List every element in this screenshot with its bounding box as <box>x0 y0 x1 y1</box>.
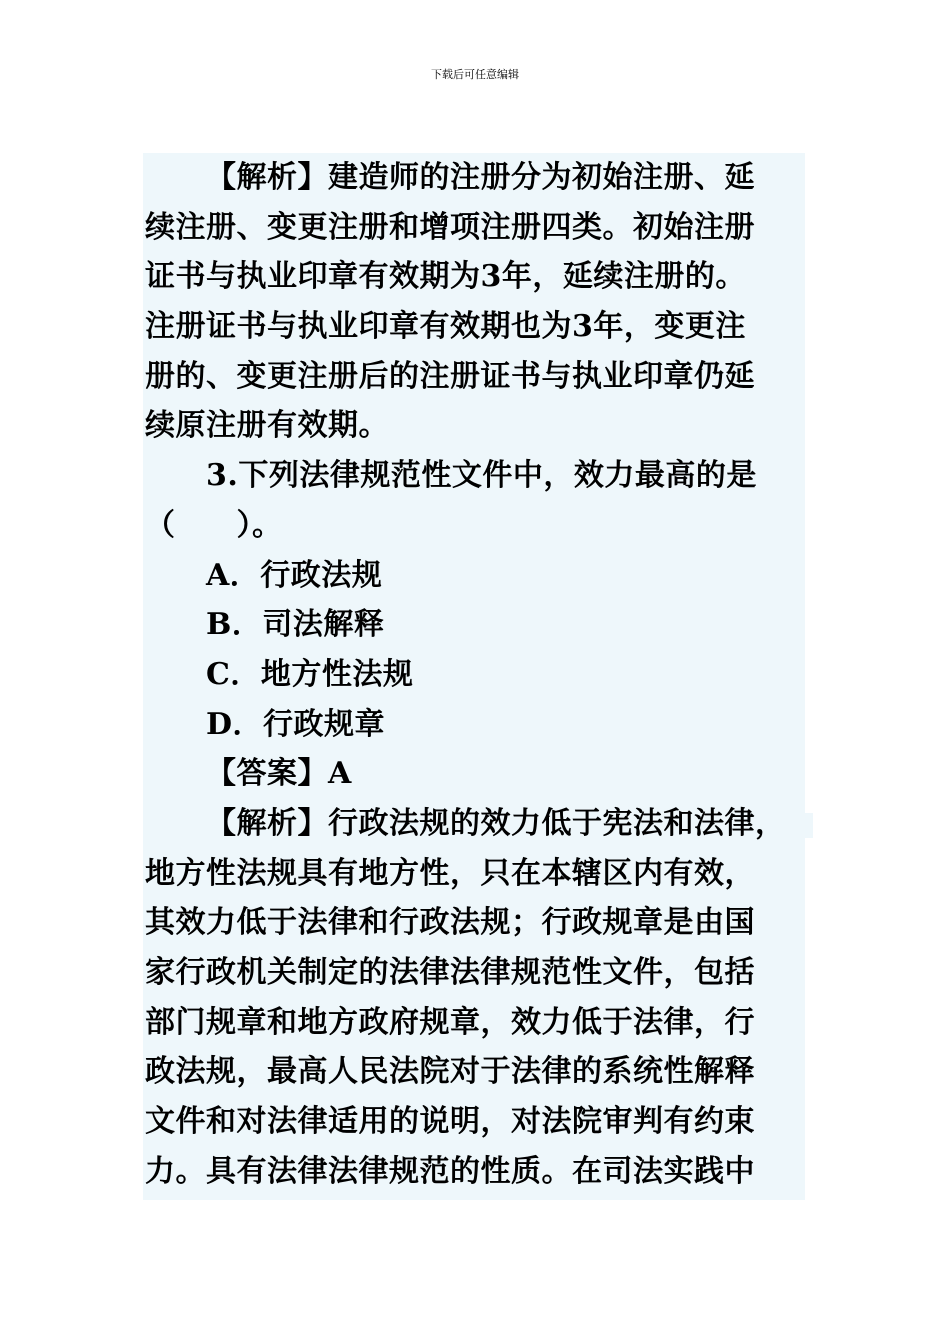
text-line: 部门规章和地方政府规章，效力低于法律，行 <box>145 1004 755 1040</box>
text-line: 【解析】建造师的注册分为初始注册、延 <box>206 160 755 195</box>
question-blank: （ ）。 <box>145 507 283 543</box>
text-line: 政法规，最高人民法院对于法律的系统性解释 <box>145 1054 755 1090</box>
option-d: D．行政规章 <box>206 706 386 742</box>
text-line: 续注册、变更注册和增项注册四类。初始注册 <box>145 209 755 245</box>
question-line: 3.下列法律规范性文件中，效力最高的是 <box>206 458 757 494</box>
text-line: 其效力低于法律和行政法规；行政规章是由国 <box>145 905 755 941</box>
option-a: A．行政法规 <box>206 557 383 593</box>
option-b: B．司法解释 <box>206 607 385 643</box>
document-body <box>145 153 825 1196</box>
text-line: 注册证书与执业印章有效期也为3年，变更注 <box>145 309 746 345</box>
text-line: 文件和对法律适用的说明，对法院审判有约束 <box>145 1104 755 1140</box>
text-line: 地方性法规具有地方性，只在本辖区内有效， <box>145 855 755 891</box>
page-header: 下载后可任意编辑 <box>431 68 519 81</box>
answer-line: 【答案】A <box>206 756 352 792</box>
text-line: 证书与执业印章有效期为3年，延续注册的。 <box>145 259 746 295</box>
text-line: 册的、变更注册后的注册证书与执业印章仍延 <box>145 358 755 394</box>
text-line: 力。具有法律法律规范的性质。在司法实践中 <box>145 1153 755 1189</box>
analysis-line: 【解析】行政法规的效力低于宪法和法律， <box>206 805 786 841</box>
text-line: 续原注册有效期。 <box>145 408 389 444</box>
text-line: 家行政机关制定的法律法律规范性文件，包括 <box>145 955 755 990</box>
option-c: C．地方性法规 <box>206 656 414 692</box>
